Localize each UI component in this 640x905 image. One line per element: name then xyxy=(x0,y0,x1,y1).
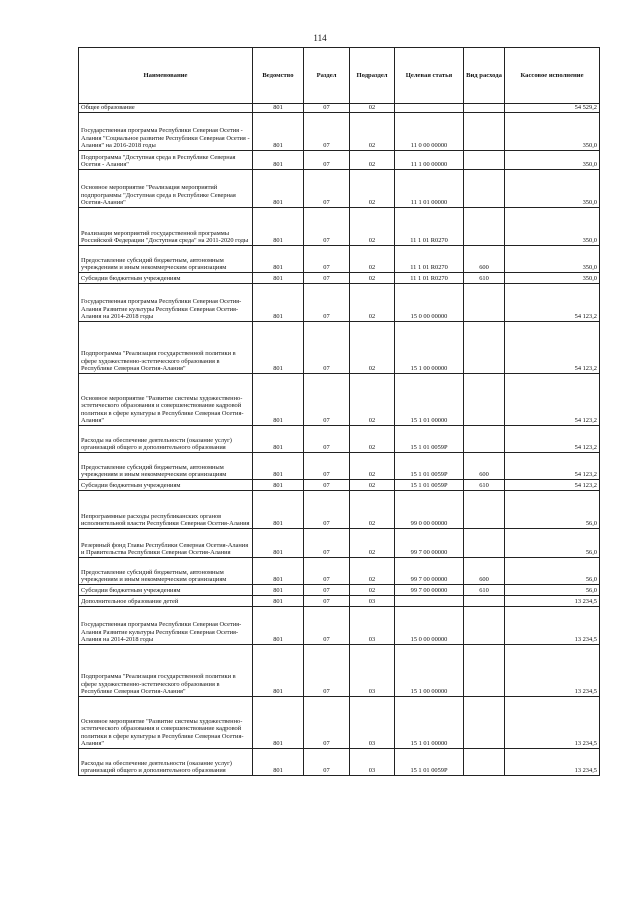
cell-name: Основное мероприятие "Реализация мероприятий подпрограммы "Доступная среда в Республике Северная Осетия-Алания" xyxy=(79,170,253,208)
column-header-target: Целевая статья xyxy=(395,48,464,104)
table-row xyxy=(79,426,600,453)
column-header-vedomstvo: Ведомство xyxy=(253,48,304,104)
table-row xyxy=(79,749,600,776)
cell-target: 11 1 01 R0270 xyxy=(395,273,464,284)
cell-vedomstvo: 801 xyxy=(253,529,304,558)
cell-vedomstvo: 801 xyxy=(253,749,304,776)
cell-razdel: 07 xyxy=(304,645,350,697)
table-row xyxy=(79,104,600,113)
cell-podrazdel: 02 xyxy=(350,104,395,113)
cell-name: Подпрограмма "Доступная среда в Республике Северная Осетия - Алания" xyxy=(79,151,253,170)
cell-vedomstvo: 801 xyxy=(253,322,304,374)
cell-vedomstvo: 801 xyxy=(253,480,304,491)
column-header-podrazdel: Подраздел xyxy=(350,48,395,104)
cell-vid xyxy=(464,645,505,697)
cell-vedomstvo: 801 xyxy=(253,697,304,749)
cell-name: Государственная программа Республики Северная Осетия - Алания "Социальное развитие Республики Северная Осетия - Алания" на 2016-2018 годы xyxy=(79,113,253,151)
cell-razdel: 07 xyxy=(304,246,350,273)
cell-podrazdel: 02 xyxy=(350,374,395,426)
cell-name: Реализация мероприятий государственной программы Российской Федерации "Доступная среда" на 2011-2020 годы xyxy=(79,208,253,246)
cell-razdel: 07 xyxy=(304,170,350,208)
column-header-name: Наименование xyxy=(79,48,253,104)
cell-razdel: 07 xyxy=(304,529,350,558)
cell-vid xyxy=(464,284,505,322)
table-row xyxy=(79,697,600,749)
cell-target: 11 1 01 R0270 xyxy=(395,208,464,246)
cell-name: Субсидии бюджетным учреждениям xyxy=(79,273,253,284)
cell-vid: 610 xyxy=(464,480,505,491)
cell-vedomstvo: 801 xyxy=(253,374,304,426)
cell-name: Резервный фонд Главы Республики Северная Осетия-Алания и Правительства Республики Северная Осетия-Алания xyxy=(79,529,253,558)
cell-name: Основное мероприятие "Развитие системы художественно-эстетического образования и совершенствование кадровой политики в сфере культуры в Республике Северная Осетия-Алания" xyxy=(79,697,253,749)
cell-vid xyxy=(464,529,505,558)
table-row xyxy=(79,151,600,170)
cell-name: Государственная программа Республики Северная Осетия-Алания Развитие культуры Республики Северная Осетия-Алания на 2014-2018 годы xyxy=(79,284,253,322)
cell-target: 15 1 01 00000 xyxy=(395,374,464,426)
cell-amount: 350,0 xyxy=(505,170,600,208)
table-row xyxy=(79,246,600,273)
table-row xyxy=(79,480,600,491)
table-row xyxy=(79,558,600,585)
cell-amount: 56,0 xyxy=(505,491,600,529)
cell-target: 15 1 01 0059P xyxy=(395,480,464,491)
cell-podrazdel: 02 xyxy=(350,322,395,374)
cell-amount: 56,0 xyxy=(505,585,600,596)
cell-podrazdel: 02 xyxy=(350,426,395,453)
cell-amount: 54 123,2 xyxy=(505,284,600,322)
cell-name: Государственная программа Республики Северная Осетия-Алания Развитие культуры Республики Северная Осетия-Алания на 2014-2018 годы xyxy=(79,607,253,645)
cell-vedomstvo: 801 xyxy=(253,491,304,529)
cell-vedomstvo: 801 xyxy=(253,273,304,284)
cell-vid: 600 xyxy=(464,453,505,480)
cell-name: Подпрограмма "Реализация государственной политики в сфере художественно-эстетического образования в Республике Северная Осетия-Алания" xyxy=(79,322,253,374)
cell-razdel: 07 xyxy=(304,151,350,170)
cell-podrazdel: 03 xyxy=(350,645,395,697)
table-header-row xyxy=(79,48,600,104)
cell-amount: 350,0 xyxy=(505,246,600,273)
cell-target xyxy=(395,104,464,113)
cell-target: 11 1 01 00000 xyxy=(395,170,464,208)
cell-name: Дополнительное образование детей xyxy=(79,596,253,607)
cell-vedomstvo: 801 xyxy=(253,208,304,246)
cell-name: Предоставление субсидий бюджетным, автономным учреждениям и иным некоммерческим организациям xyxy=(79,246,253,273)
page-number: 114 xyxy=(313,33,327,43)
cell-razdel: 07 xyxy=(304,491,350,529)
table-row xyxy=(79,170,600,208)
cell-vid xyxy=(464,749,505,776)
cell-vedomstvo: 801 xyxy=(253,596,304,607)
cell-vid xyxy=(464,322,505,374)
cell-vedomstvo: 801 xyxy=(253,558,304,585)
cell-podrazdel: 02 xyxy=(350,246,395,273)
cell-amount: 13 234,5 xyxy=(505,645,600,697)
cell-target: 99 0 00 00000 xyxy=(395,491,464,529)
cell-razdel: 07 xyxy=(304,453,350,480)
cell-name: Субсидии бюджетным учреждениям xyxy=(79,480,253,491)
cell-podrazdel: 03 xyxy=(350,607,395,645)
cell-podrazdel: 02 xyxy=(350,453,395,480)
cell-name: Предоставление субсидий бюджетным, автономным учреждениям и иным некоммерческим организациям xyxy=(79,558,253,585)
cell-name: Предоставление субсидий бюджетным, автономным учреждениям и иным некоммерческим организациям xyxy=(79,453,253,480)
cell-razdel: 07 xyxy=(304,104,350,113)
cell-vedomstvo: 801 xyxy=(253,607,304,645)
cell-target: 11 1 00 00000 xyxy=(395,151,464,170)
budget-table xyxy=(78,47,600,776)
cell-razdel: 07 xyxy=(304,426,350,453)
cell-vid xyxy=(464,104,505,113)
cell-target: 15 1 01 0059P xyxy=(395,426,464,453)
cell-target: 15 1 01 0059P xyxy=(395,453,464,480)
cell-vid xyxy=(464,596,505,607)
column-header-razdel: Раздел xyxy=(304,48,350,104)
cell-name: Субсидии бюджетным учреждениям xyxy=(79,585,253,596)
cell-amount: 350,0 xyxy=(505,151,600,170)
cell-podrazdel: 02 xyxy=(350,113,395,151)
cell-target: 15 1 01 0059P xyxy=(395,749,464,776)
cell-amount: 56,0 xyxy=(505,529,600,558)
cell-podrazdel: 02 xyxy=(350,151,395,170)
cell-podrazdel: 02 xyxy=(350,208,395,246)
cell-podrazdel: 02 xyxy=(350,284,395,322)
cell-podrazdel: 02 xyxy=(350,558,395,585)
cell-target: 15 0 00 00000 xyxy=(395,284,464,322)
cell-amount: 13 234,5 xyxy=(505,697,600,749)
table-row xyxy=(79,645,600,697)
cell-target: 99 7 00 00000 xyxy=(395,529,464,558)
cell-podrazdel: 03 xyxy=(350,697,395,749)
cell-vedomstvo: 801 xyxy=(253,246,304,273)
cell-vid xyxy=(464,151,505,170)
cell-vedomstvo: 801 xyxy=(253,113,304,151)
cell-vid xyxy=(464,113,505,151)
table-row xyxy=(79,596,600,607)
cell-amount: 54 123,2 xyxy=(505,453,600,480)
cell-razdel: 07 xyxy=(304,284,350,322)
cell-name: Общее образование xyxy=(79,104,253,113)
cell-razdel: 07 xyxy=(304,585,350,596)
table-row xyxy=(79,453,600,480)
table-row xyxy=(79,585,600,596)
cell-vid xyxy=(464,697,505,749)
cell-target xyxy=(395,596,464,607)
cell-podrazdel: 03 xyxy=(350,749,395,776)
table-row xyxy=(79,273,600,284)
cell-name: Расходы на обеспечение деятельности (оказание услуг) организаций общего и дополнительного образования xyxy=(79,749,253,776)
cell-razdel: 07 xyxy=(304,697,350,749)
cell-name: Непрограммные расходы республиканских органов исполнительной власти Республики Северная Осетия-Алания xyxy=(79,491,253,529)
cell-name: Расходы на обеспечение деятельности (оказание услуг) организаций общего и дополнительного образования xyxy=(79,426,253,453)
cell-podrazdel: 02 xyxy=(350,273,395,284)
cell-amount: 54 123,2 xyxy=(505,480,600,491)
cell-razdel: 07 xyxy=(304,558,350,585)
cell-razdel: 07 xyxy=(304,374,350,426)
cell-amount: 54 123,2 xyxy=(505,374,600,426)
cell-amount: 350,0 xyxy=(505,273,600,284)
cell-razdel: 07 xyxy=(304,607,350,645)
cell-amount: 13 234,5 xyxy=(505,596,600,607)
cell-name: Подпрограмма "Реализация государственной политики в сфере художественно-эстетического образования в Республике Северная Осетия-Алания" xyxy=(79,645,253,697)
cell-razdel: 07 xyxy=(304,596,350,607)
cell-razdel: 07 xyxy=(304,113,350,151)
cell-vid: 610 xyxy=(464,273,505,284)
cell-name: Основное мероприятие "Развитие системы художественно-эстетического образования и совершенствование кадровой политики в сфере культуры в Республике Северная Осетия-Алания" xyxy=(79,374,253,426)
cell-amount: 54 123,2 xyxy=(505,426,600,453)
cell-amount: 13 234,5 xyxy=(505,607,600,645)
cell-podrazdel: 02 xyxy=(350,585,395,596)
cell-vedomstvo: 801 xyxy=(253,284,304,322)
cell-vid xyxy=(464,426,505,453)
cell-vid: 600 xyxy=(464,558,505,585)
cell-vid xyxy=(464,491,505,529)
cell-target: 99 7 00 00000 xyxy=(395,585,464,596)
table-row xyxy=(79,529,600,558)
table-row xyxy=(79,113,600,151)
cell-vid: 610 xyxy=(464,585,505,596)
cell-razdel: 07 xyxy=(304,322,350,374)
cell-podrazdel: 02 xyxy=(350,480,395,491)
cell-amount: 350,0 xyxy=(505,208,600,246)
cell-amount: 54 529,2 xyxy=(505,104,600,113)
cell-razdel: 07 xyxy=(304,273,350,284)
cell-podrazdel: 03 xyxy=(350,596,395,607)
cell-vedomstvo: 801 xyxy=(253,585,304,596)
column-header-amount: Кассовое исполнение xyxy=(505,48,600,104)
table-row xyxy=(79,322,600,374)
cell-razdel: 07 xyxy=(304,208,350,246)
cell-target: 15 1 00 00000 xyxy=(395,322,464,374)
cell-amount: 350,0 xyxy=(505,113,600,151)
cell-vid: 600 xyxy=(464,246,505,273)
cell-vedomstvo: 801 xyxy=(253,426,304,453)
table-row xyxy=(79,374,600,426)
cell-razdel: 07 xyxy=(304,749,350,776)
cell-vid xyxy=(464,170,505,208)
cell-target: 15 1 01 00000 xyxy=(395,697,464,749)
table-row xyxy=(79,491,600,529)
cell-vedomstvo: 801 xyxy=(253,104,304,113)
cell-target: 99 7 00 00000 xyxy=(395,558,464,585)
cell-amount: 56,0 xyxy=(505,558,600,585)
cell-vedomstvo: 801 xyxy=(253,453,304,480)
cell-vid xyxy=(464,374,505,426)
cell-target: 15 1 00 00000 xyxy=(395,645,464,697)
cell-amount: 13 234,5 xyxy=(505,749,600,776)
cell-target: 11 0 00 00000 xyxy=(395,113,464,151)
cell-vedomstvo: 801 xyxy=(253,170,304,208)
cell-target: 11 1 01 R0270 xyxy=(395,246,464,273)
table-row xyxy=(79,284,600,322)
cell-vedomstvo: 801 xyxy=(253,151,304,170)
cell-vid xyxy=(464,208,505,246)
cell-razdel: 07 xyxy=(304,480,350,491)
cell-vid xyxy=(464,607,505,645)
cell-amount: 54 123,2 xyxy=(505,322,600,374)
cell-target: 15 0 00 00000 xyxy=(395,607,464,645)
cell-podrazdel: 02 xyxy=(350,170,395,208)
cell-vedomstvo: 801 xyxy=(253,645,304,697)
table-row xyxy=(79,607,600,645)
column-header-vid: Вид расхода xyxy=(464,48,505,104)
table-row xyxy=(79,208,600,246)
cell-podrazdel: 02 xyxy=(350,491,395,529)
cell-podrazdel: 02 xyxy=(350,529,395,558)
